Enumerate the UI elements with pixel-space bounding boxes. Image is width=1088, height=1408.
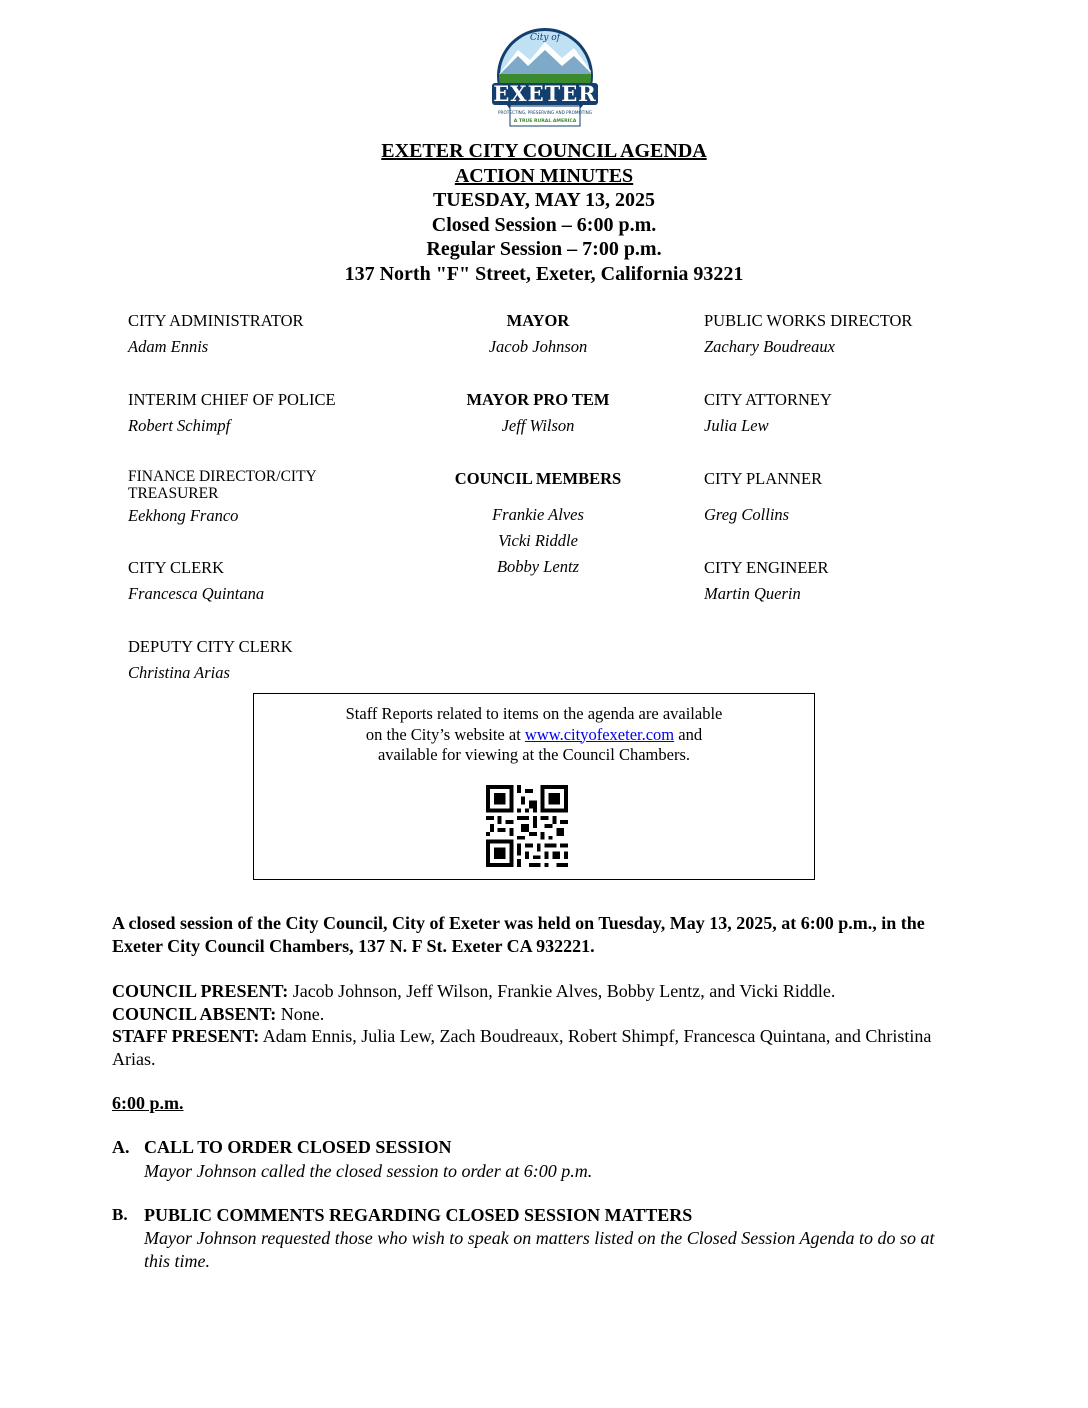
item-heading: CALL TO ORDER CLOSED SESSION bbox=[144, 1137, 452, 1157]
roster-city-administrator bbox=[128, 311, 388, 357]
council-present bbox=[112, 980, 972, 1003]
closed-session-time: Closed Session – 6:00 p.m. bbox=[431, 213, 657, 236]
closed-session-intro: A closed session of the City Council, City of Exeter was held on Tuesday, May 13, 2025, at 6:00 p.m., in the Exeter City Council Chambers, 137 N. F St. Exeter CA 932221. bbox=[112, 913, 925, 956]
roster-deputy-city-clerk bbox=[128, 637, 388, 683]
roster-finance-director bbox=[128, 468, 388, 526]
council-absent-label: COUNCIL ABSENT: bbox=[112, 1003, 277, 1024]
notice-line-2-pre: on the City’s website at bbox=[365, 724, 521, 744]
item-text: Mayor Johnson requested those who wish to speak on matters listed on the Closed Session Agenda to do so at this time. bbox=[144, 1228, 935, 1271]
council-absent bbox=[112, 1003, 972, 1026]
role-title-line1: FINANCE DIRECTOR/CITY bbox=[128, 468, 317, 485]
staff-reports-notice bbox=[253, 693, 815, 880]
role-name: Christina Arias bbox=[128, 663, 230, 682]
council-present-names: Jacob Johnson, Jeff Wilson, Frankie Alves, Bobby Lentz, and Vicki Riddle. bbox=[292, 981, 836, 1001]
role-title: DEPUTY CITY CLERK bbox=[128, 637, 293, 656]
role-title: COUNCIL MEMBERS bbox=[454, 469, 622, 488]
council-member-name: Vicki Riddle bbox=[498, 531, 578, 550]
notice-line-1: Staff Reports related to items on the agenda are available bbox=[345, 704, 723, 723]
council-member-name: Frankie Alves bbox=[492, 505, 584, 524]
item-heading: PUBLIC COMMENTS REGARDING CLOSED SESSION MATTERS bbox=[144, 1205, 693, 1225]
meeting-date: TUESDAY, MAY 13, 2025 bbox=[432, 189, 656, 211]
agenda-header bbox=[0, 139, 1088, 286]
roster-council-members bbox=[388, 469, 688, 577]
role-name: Zachary Boudreaux bbox=[704, 337, 835, 356]
role-title: CITY ADMINISTRATOR bbox=[128, 311, 304, 330]
role-title: CITY ATTORNEY bbox=[704, 390, 832, 409]
role-name: Adam Ennis bbox=[128, 337, 209, 356]
role-name: Jeff Wilson bbox=[501, 416, 575, 435]
notice-line-2-post: and bbox=[678, 724, 703, 744]
item-letter: A. bbox=[112, 1137, 130, 1157]
role-name: Martin Querin bbox=[704, 584, 801, 603]
role-title: INTERIM CHIEF OF POLICE bbox=[128, 390, 336, 409]
city-website-link[interactable]: www.cityofexeter.com bbox=[524, 724, 675, 744]
role-title: CITY CLERK bbox=[128, 558, 225, 577]
roster-mayor bbox=[388, 311, 688, 357]
meeting-address: 137 North "F" Street, Exeter, California 93221 bbox=[344, 262, 744, 285]
agenda-title: EXETER CITY COUNCIL AGENDA bbox=[381, 140, 707, 162]
role-name: Greg Collins bbox=[704, 505, 790, 524]
role-name: Jacob Johnson bbox=[488, 337, 588, 356]
roster-public-works-director bbox=[704, 311, 1004, 357]
role-title: CITY PLANNER bbox=[704, 469, 823, 488]
item-text: Mayor Johnson called the closed session to order at 6:00 p.m. bbox=[144, 1161, 593, 1181]
city-of-exeter-logo bbox=[488, 26, 602, 134]
council-member-name: Bobby Lentz bbox=[496, 557, 580, 576]
logo-tagline: A TRUE RURAL AMERICA bbox=[513, 119, 577, 124]
attendance-block bbox=[112, 980, 972, 1070]
role-name: Francesca Quintana bbox=[128, 584, 265, 603]
regular-session-time: Regular Session – 7:00 p.m. bbox=[426, 238, 662, 260]
role-title: CITY ENGINEER bbox=[704, 558, 829, 577]
council-absent-names: None. bbox=[280, 1003, 325, 1024]
staff-present bbox=[112, 1025, 972, 1070]
role-title-line2: TREASURER bbox=[128, 485, 219, 502]
logo-name: EXETER bbox=[493, 81, 597, 106]
staff-present-names: Adam Ennis, Julia Lew, Zach Boudreaux, Robert Shimpf, Francesca Quintana, and Christina Arias. bbox=[112, 1026, 932, 1069]
qr-code-icon[interactable] bbox=[486, 785, 568, 867]
time-heading: 6:00 p.m. bbox=[112, 1093, 184, 1113]
notice-line-2 bbox=[254, 725, 814, 746]
roster-mayor-pro-tem bbox=[388, 390, 688, 436]
roster-chief-of-police bbox=[128, 390, 388, 436]
roster-city-engineer bbox=[704, 558, 1004, 604]
notice-text bbox=[254, 704, 814, 766]
role-name: Julia Lew bbox=[704, 416, 769, 435]
minutes-title: ACTION MINUTES bbox=[454, 164, 634, 187]
logo-top-text: City of bbox=[529, 33, 561, 43]
roster-city-planner bbox=[704, 469, 1004, 525]
role-title: MAYOR PRO TEM bbox=[466, 390, 610, 409]
role-name: Eekhong Franco bbox=[128, 506, 239, 525]
roster-city-clerk bbox=[128, 558, 388, 604]
role-title: MAYOR bbox=[506, 311, 570, 330]
notice-line-3: available for viewing at the Council Chambers. bbox=[377, 745, 691, 764]
council-present-label: COUNCIL PRESENT: bbox=[112, 981, 289, 1001]
role-name: Robert Schimpf bbox=[128, 416, 231, 435]
role-title: PUBLIC WORKS DIRECTOR bbox=[704, 311, 913, 330]
roster-city-attorney bbox=[704, 390, 1004, 436]
item-letter: B. bbox=[112, 1205, 128, 1224]
logo-motto: PROTECTING, PRESERVING AND PROMOTING bbox=[498, 110, 592, 115]
staff-present-label: STAFF PRESENT: bbox=[112, 1026, 260, 1046]
